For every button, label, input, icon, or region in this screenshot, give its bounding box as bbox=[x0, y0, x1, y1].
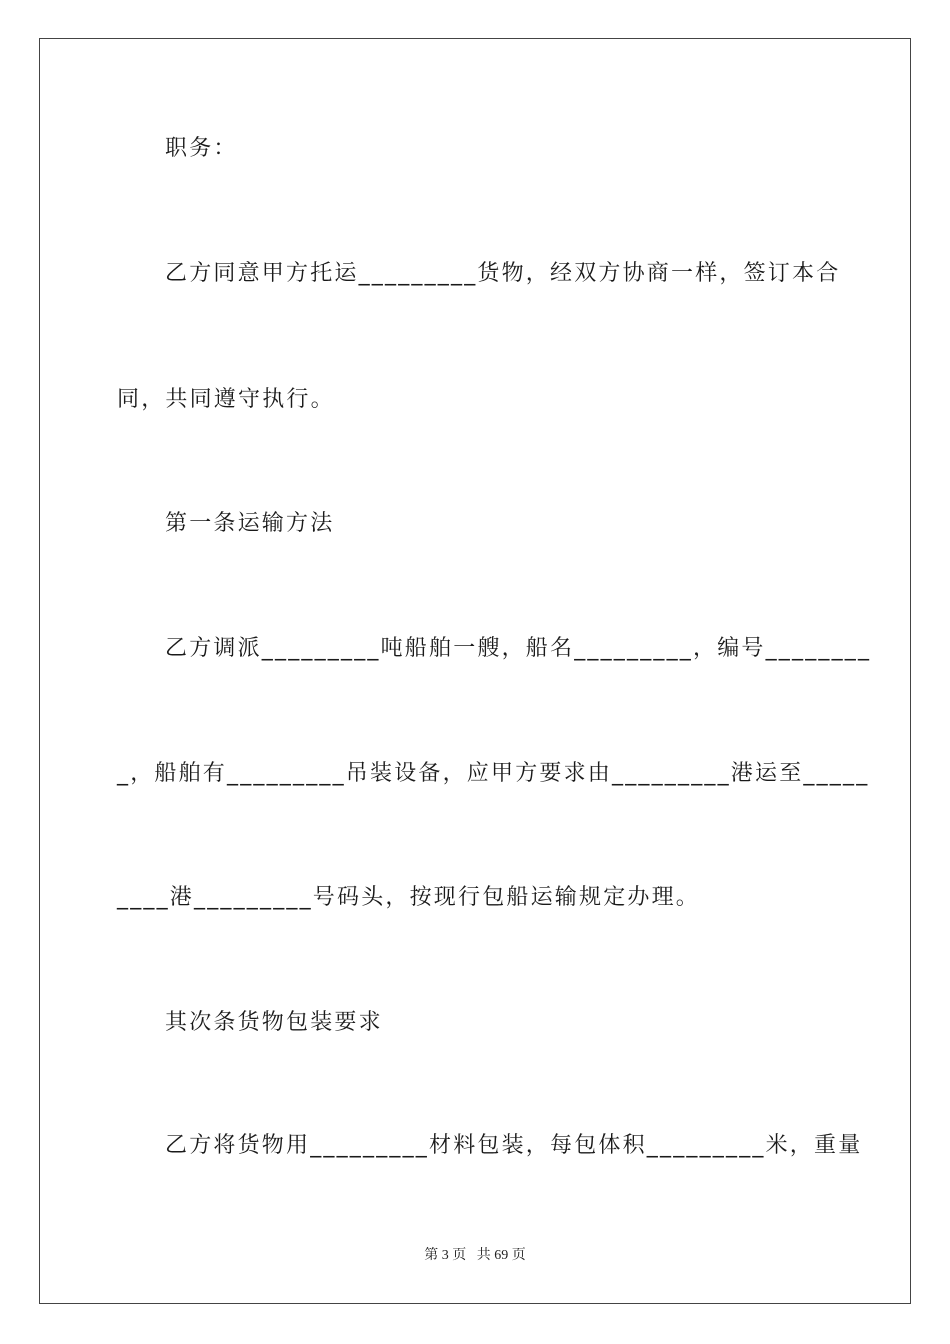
text-line-ship-equipment: _，船舶有_________吊装设备，应甲方要求由_________港运至_____ bbox=[117, 761, 870, 786]
text-line-ship-dispatch: 乙方调派_________吨船舶一艘，船名_________，编号________ bbox=[165, 636, 872, 661]
page-border bbox=[39, 38, 911, 1304]
text-line-port-dock: ____港_________号码头，按现行包船运输规定办理。 bbox=[117, 885, 701, 910]
section-heading-packaging: 其次条货物包装要求 bbox=[165, 1010, 383, 1035]
section-heading-transport-method: 第一条运输方法 bbox=[165, 511, 335, 536]
text-line-agreement-cont: 同，共同遵守执行。 bbox=[117, 387, 335, 412]
page-footer-page-number: 第 3 页 共 69 页 bbox=[424, 1248, 526, 1263]
text-line-position: 职务： bbox=[165, 136, 238, 161]
text-line-agreement: 乙方同意甲方托运_________货物，经双方协商一样，签订本合 bbox=[165, 261, 841, 286]
text-line-packaging-spec: 乙方将货物用_________材料包装，每包体积_________米，重量 bbox=[165, 1133, 863, 1158]
